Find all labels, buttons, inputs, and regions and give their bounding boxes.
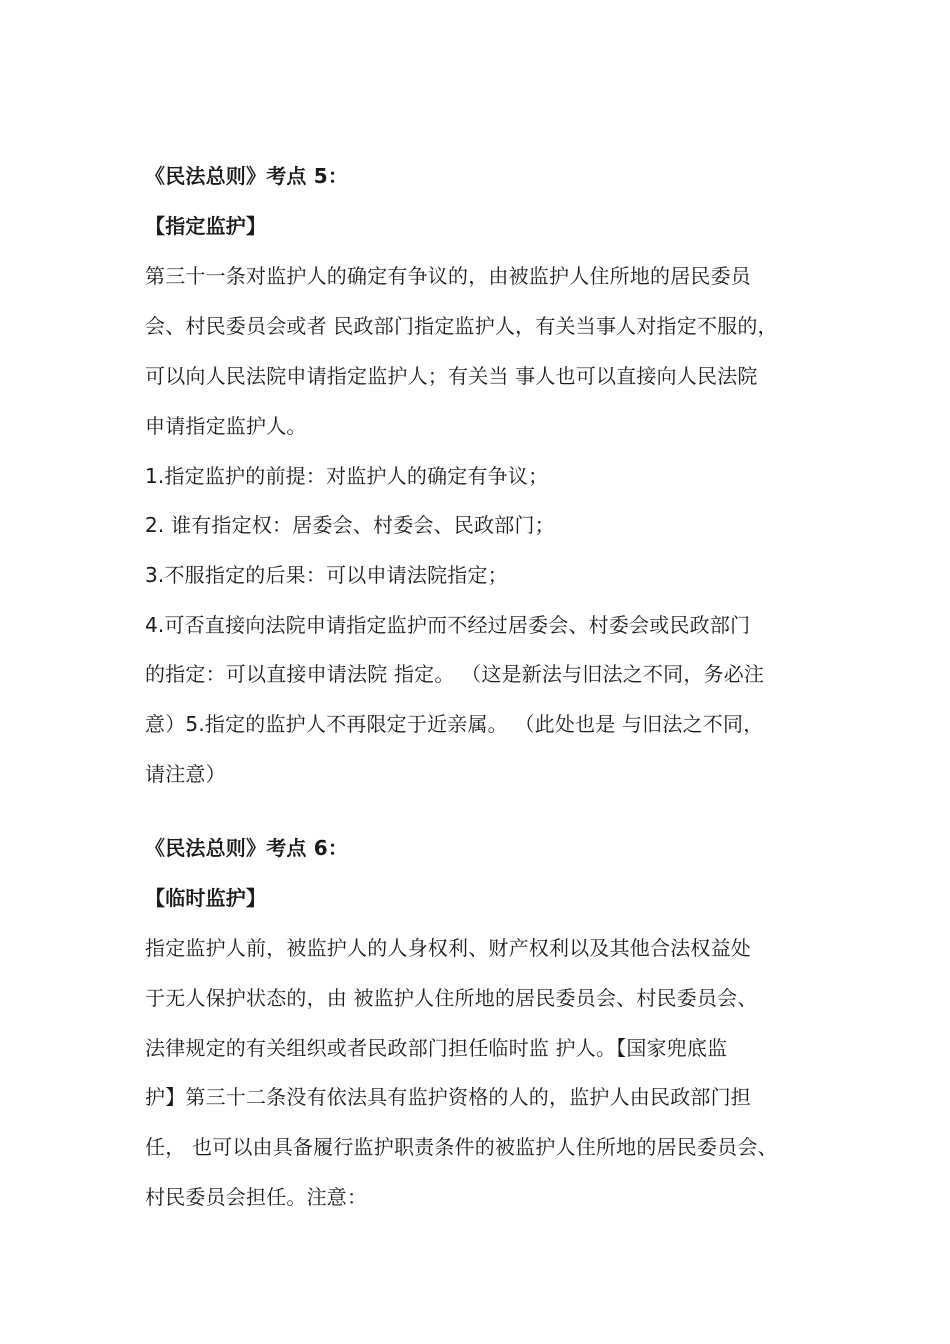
section-6-line: 任， 也可以由具备履行监护职责条件的被监护人住所地的居民委员会、 [145,1135,778,1159]
section-6-line: 护】第三十二条没有依法具有监护资格的人的，监护人由民政部门担 [145,1085,751,1109]
section-5-line: 意）5.指定的监护人不再限定于近亲属。 （此处也是 与旧法之不同， [145,712,764,736]
section-5-subheading: 【指定监护】 [145,214,267,238]
section-5-line: 申请指定监护人。 [145,414,307,438]
section-6-heading: 《民法总则》考点 6： [145,836,349,860]
section-5-line: 可以向人民法院申请指定监护人；有关当 事人也可以直接向人民法院 [145,364,758,388]
section-5-line: 会、村民委员会或者 民政部门指定监护人，有关当事人对指定不服的， [145,314,778,338]
section-5-line: 2. 谁有指定权：居委会、村委会、民政部门； [145,513,555,537]
section-5-heading: 《民法总则》考点 5： [145,164,349,188]
section-5-line: 第三十一条对监护人的确定有争议的，由被监护人住所地的居民委员 [145,264,751,288]
section-6-line: 法律规定的有关组织或者民政部门担任临时监 护人。【国家兜底监 [145,1036,728,1060]
section-5-line: 3.不服指定的后果：可以申请法院指定； [145,563,508,587]
section-5-line: 的指定：可以直接申请法院 指定。 （这是新法与旧法之不同，务必注 [145,662,765,686]
section-6-line: 指定监护人前，被监护人的人身权利、财产权利以及其他合法权益处 [145,936,751,960]
section-5-line: 1.指定监护的前提：对监护人的确定有争议； [145,464,549,488]
section-5-line: 请注意） [145,762,226,786]
section-6-line: 于无人保护状态的，由 被监护人住所地的居民委员会、村民委员会、 [145,986,758,1010]
section-5-line: 4.可否直接向法院申请指定监护而不经过居委会、村委会或民政部门 [145,613,751,637]
section-6-line: 村民委员会担任。注意： [145,1185,368,1209]
section-6-subheading: 【临时监护】 [145,886,267,910]
